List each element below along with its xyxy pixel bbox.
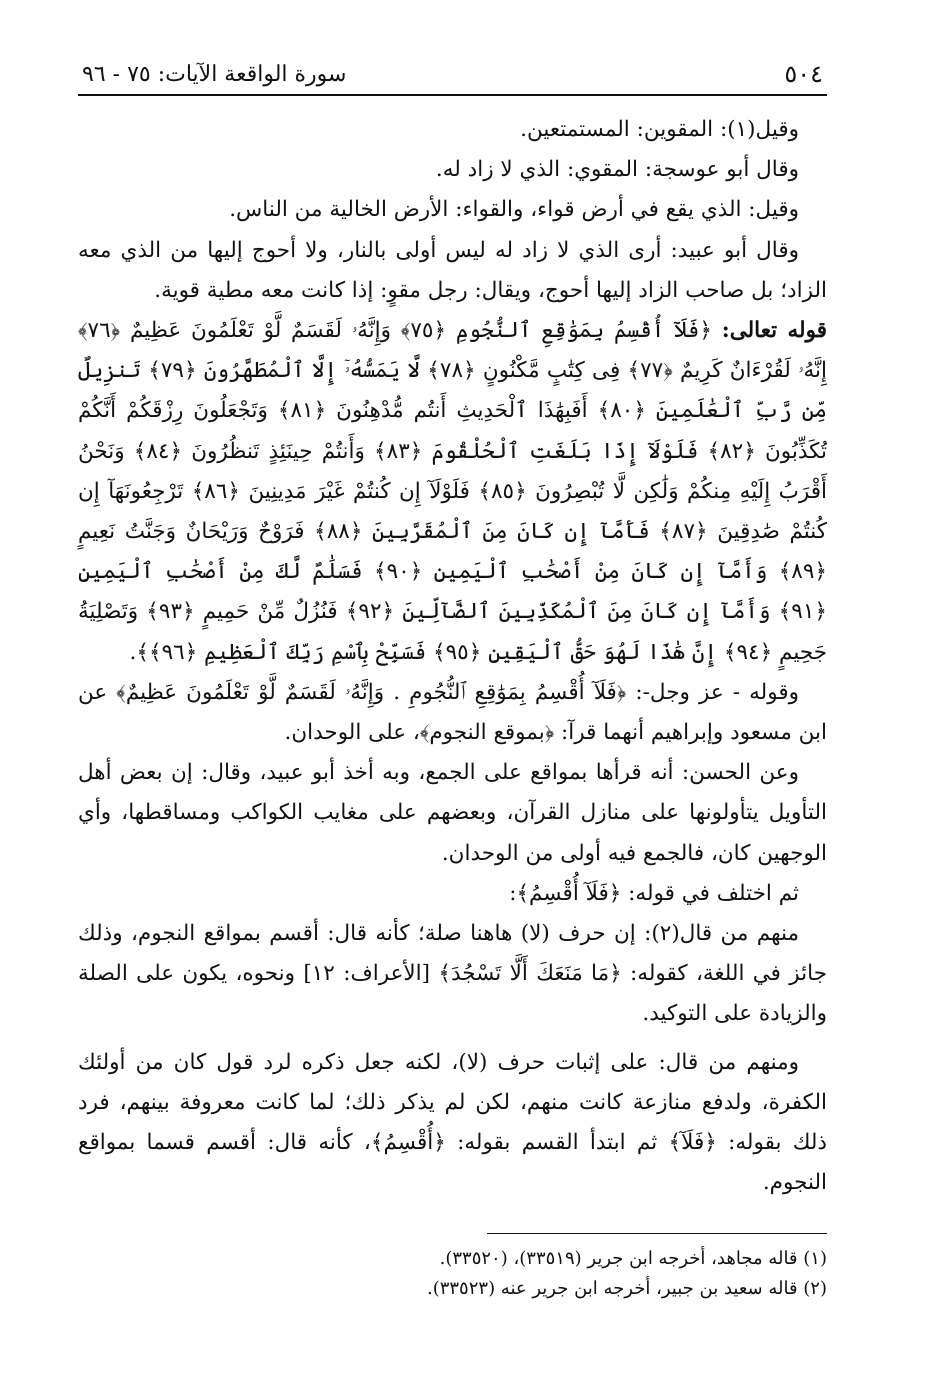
commentary-3: ثم اختلف في قوله: ﴿فَلَآ أُقْسِمُ﴾: <box>509 880 799 906</box>
commentary-5: ومنهم من قال: على إثبات حرف (لا)، لكنه جعل ذكره لرد قول كان من أولئك الكفرة، ولدفع منازعة كانت منهم، لكن لم يذكر ذلك؛ لما كانت معروفة بينهم، فرد ذلك بقوله: ﴿فَلَآ﴾ ثم ابتدأ القسم بقوله: ﴿أُقْسِمُ﴾، كأنه قال: أقسم قسما بمواقع النجوم. <box>78 1049 827 1196</box>
footnotes <box>78 1244 827 1304</box>
page-number: ٥٠٤ <box>784 60 823 88</box>
paragraph-1: وقيل(١): المقوين: المستمتعين. <box>520 117 799 142</box>
paragraph-3: وقيل: الذي يقع في أرض قواء، والقواء: الأرض الخالية من الناس. <box>229 197 799 223</box>
commentary-2: وعن الحسن: أنه قرأها بمواقع على الجمع، وبه أخذ أبو عبيد، وقال: إن بعض أهل التأويل يتأولونها على منازل القرآن، وبعضهم على مغايب الكواكب ومساقطها، وأي الوجهين كان، فالجمع فيه أولى من الوحدان. <box>78 760 827 866</box>
verse-label: قوله تعالى: <box>721 318 827 344</box>
running-header <box>78 50 827 96</box>
footnote-divider <box>487 1233 827 1234</box>
paragraph-2: وقال أبو عوسجة: المقوي: الذي لا زاد له. <box>435 157 799 183</box>
page-body <box>78 110 827 1203</box>
commentary-4: منهم من قال(٢): إن حرف (لا) هاهنا صلة؛ كأنه قال: أقسم بمواقع النجوم، وذلك جائز في اللغة، كقوله: ﴿مَا مَنَعَكَ أَلَّا تَسْجُدَ﴾ [الأعراف: ١٢] ونحوه، يكون على الصلة والزيادة على التوكيد. <box>78 921 827 1027</box>
footnote-2: (٢) قاله سعيد بن جبير، أخرجه ابن جرير عنه (٣٣٥٢٣). <box>426 1278 827 1299</box>
paragraph-4: وقال أبو عبيد: أرى الذي لا زاد له ليس أولى بالنار، ولا أحوج إليها من الذي معه الزاد؛ بل صاحب الزاد إليها أحوج، ويقال: رجل مقوٍ: إذا كانت معه مطية قوية. <box>78 237 827 303</box>
commentary-1: وقوله - عز وجل-: ﴿فَلَآ أُقْسِمُ بِمَوَٰقِعِ ٱلنُّجُومِ . وَإِنَّهُۥ لَقَسَمٌ لَّوْ تَعْلَمُونَ عَظِيمٌ﴾ عن ابن مسعود وإبراهيم أنهما قرآ: ﴿بموقع النجوم﴾، على الوحدان. <box>78 679 827 746</box>
quran-verse-block <box>78 311 827 673</box>
verse-text: ﴿فَلَآ أُقْسِمُ بِمَوَٰقِعِ ٱلنُّجُومِ ﴿٧٥﴾ وَإِنَّهُۥ لَقَسَمٌ لَّوْ تَعْلَمُونَ عَظِيمٌ ﴿٧٦﴾ إِنَّهُۥ لَقُرْءَانٌ كَرِيمٌ ﴿٧٧﴾ فِى كِتَٰبٍ مَّكْنُونٍ ﴿٧٨﴾ لَّا يَمَسُّهُۥٓ إِلَّا ٱلْمُطَهَّرُونَ ﴿٧٩﴾ تَنزِيلٌ مِّن رَّبِّ ٱلْعَٰلَمِينَ ﴿٨٠﴾ أَفَبِهَٰذَا ٱلْحَدِيثِ أَنتُم مُّدْهِنُونَ ﴿٨١﴾ وَتَجْعَلُونَ رِزْقَكُمْ أَنَّكُمْ تُكَذِّبُونَ ﴿٨٢﴾ فَلَوْلَآ إِذَا بَلَغَتِ ٱلْحُلْقُومَ ﴿٨٣﴾ وَأَنتُمْ حِينَئِذٍ تَنظُرُونَ ﴿٨٤﴾ وَنَحْنُ أَقْرَبُ إِلَيْهِ مِنكُمْ وَلَٰكِن لَّا تُبْصِرُونَ ﴿٨٥﴾ فَلَوْلَآ إِن كُنتُمْ غَيْرَ مَدِينِينَ ﴿٨٦﴾ تَرْجِعُونَهَآ إِن كُنتُمْ صَٰدِقِينَ ﴿٨٧﴾ فَأَمَّآ إِن كَانَ مِنَ ٱلْمُقَرَّبِينَ ﴿٨٨﴾ فَرَوْحٌ وَرَيْحَانٌ وَجَنَّتُ نَعِيمٍ ﴿٨٩﴾ وَأَمَّآ إِن كَانَ مِنْ أَصْحَٰبِ ٱلْيَمِينِ ﴿٩٠﴾ فَسَلَٰمٌ لَّكَ مِنْ أَصْحَٰبِ ٱلْيَمِينِ ﴿٩١﴾ وَأَمَّآ إِن كَانَ مِنَ ٱلْمُكَذِّبِينَ ٱلضَّآلِّينَ ﴿٩٢﴾ فَنُزُلٌ مِّنْ حَمِيمٍ ﴿٩٣﴾ وَتَصْلِيَةُ جَحِيمٍ ﴿٩٤﴾ إِنَّ هَٰذَا لَهُوَ حَقُّ ٱلْيَقِينِ ﴿٩٥﴾ فَسَبِّحْ بِٱسْمِ رَبِّكَ ٱلْعَظِيمِ ﴿٩٦﴾﴾. <box>78 318 828 665</box>
footnote-1: (١) قاله مجاهد، أخرجه ابن جرير (٣٣٥١٩)، (٣٣٥٢٠). <box>439 1248 827 1269</box>
running-title: سورة الواقعة الآيات: ٧٥ - ٩٦ <box>82 62 347 87</box>
